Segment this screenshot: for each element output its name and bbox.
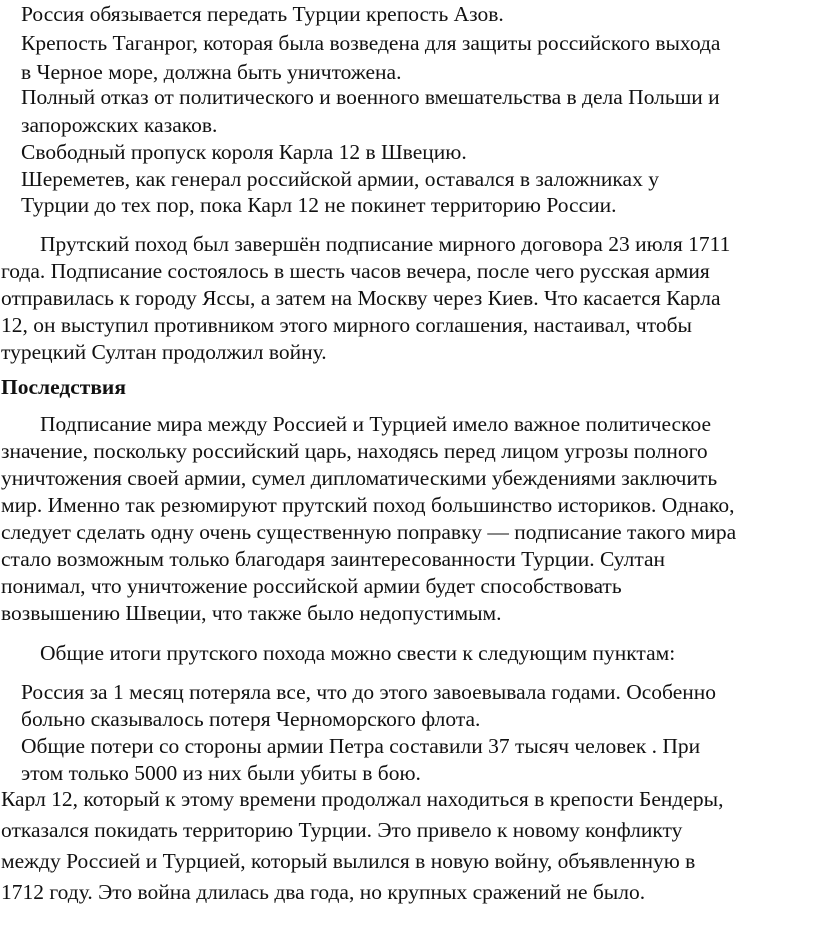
list-item-line: Россия обязывается передать Турции крепость Азов. xyxy=(21,2,504,26)
paragraph-line: 12, он выступил противником этого мирного соглашения, настаивал, чтобы xyxy=(1,313,692,337)
paragraph-line: уничтожения своей армии, сумел дипломатическими убеждениями заключить xyxy=(1,466,718,490)
paragraph-line: возвышению Швеции, что также было недопустимым. xyxy=(1,601,502,625)
list-item-line: этом только 5000 из них были убиты в бою. xyxy=(21,761,421,785)
list-item-line: Шереметев, как генерал российской армии, оставался в заложниках у xyxy=(21,167,659,191)
paragraph-line: стало возможным только благодаря заинтересованности Турции. Султан xyxy=(1,547,666,571)
paragraph-line: отказался покидать территорию Турции. Это привело к новому конфликту xyxy=(1,818,683,842)
paragraph-line: Карл 12, который к этому времени продолжал находиться в крепости Бендеры, xyxy=(1,787,724,811)
paragraph-line: года. Подписание состоялось в шесть часов вечера, после чего русская армия xyxy=(1,259,710,283)
paragraph-line: турецкий Султан продолжил войну. xyxy=(1,340,327,364)
list-item-line: Свободный пропуск короля Карла 12 в Швецию. xyxy=(21,140,467,164)
section-heading: Последствия xyxy=(1,375,126,399)
paragraph-line: следует сделать одну очень существенную поправку — подписание такого мира xyxy=(1,520,737,544)
paragraph-line: Подписание мира между Россией и Турцией имело важное политическое xyxy=(40,412,711,436)
paragraph-line: значение, поскольку российский царь, находясь перед лицом угрозы полного xyxy=(1,439,708,463)
paragraph-line: отправилась к городу Яссы, а затем на Москву через Киев. Что касается Карла xyxy=(1,286,721,310)
list-item-line: запорожских казаков. xyxy=(21,113,218,137)
summary-intro: Общие итоги прутского похода можно свести к следующим пунктам: xyxy=(40,641,676,665)
paragraph-line: Прутский поход был завершён подписание мирного договора 23 июля 1711 xyxy=(40,232,731,256)
paragraph-line: понимал, что уничтожение российской армии будет способствовать xyxy=(1,574,622,598)
list-item-line: больно сказывалось потеря Черноморского флота. xyxy=(21,707,481,731)
paragraph-line: мир. Именно так резюмируют прутский поход большинство историков. Однако, xyxy=(1,493,735,517)
list-item-line: Крепость Таганрог, которая была возведена для защиты российского выхода xyxy=(21,31,721,55)
paragraph-line: 1712 году. Это война длилась два года, но крупных сражений не было. xyxy=(1,880,646,904)
list-item-line: Россия за 1 месяц потеряла все, что до этого завоевывала годами. Особенно xyxy=(21,680,717,704)
list-item-line: Полный отказ от политического и военного вмешательства в дела Польши и xyxy=(21,85,720,109)
paragraph-line: между Россией и Турцией, который вылился в новую войну, объявленную в xyxy=(1,849,696,873)
list-item-line: Турции до тех пор, пока Карл 12 не покинет территорию России. xyxy=(21,193,617,217)
list-item-line: в Черное море, должна быть уничтожена. xyxy=(21,60,402,84)
list-item-line: Общие потери со стороны армии Петра составили 37 тысяч человек . При xyxy=(21,734,701,758)
